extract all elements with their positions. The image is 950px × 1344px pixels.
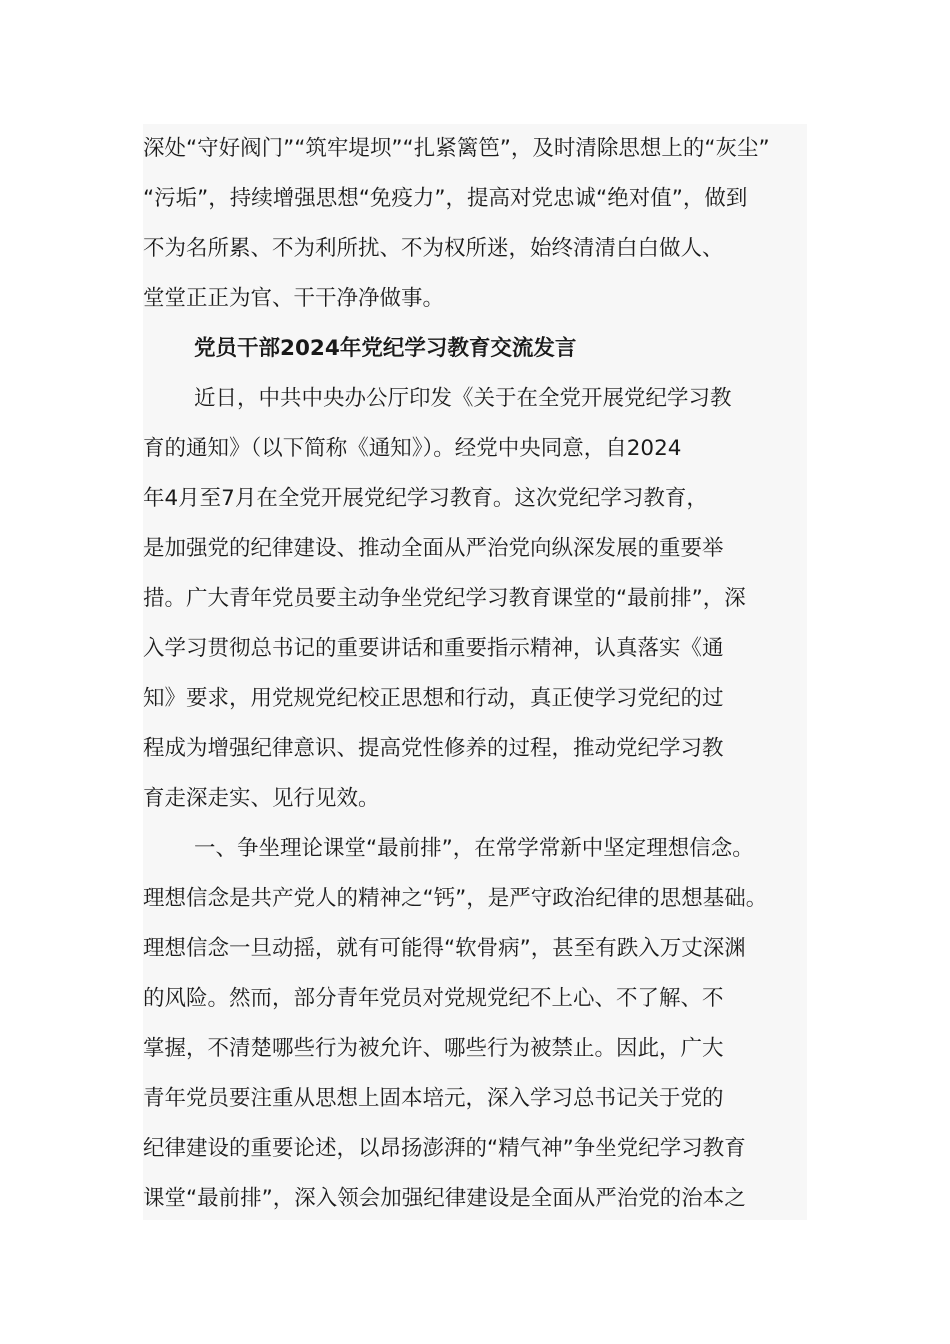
body-line: 知》要求，用党规党纪校正思想和行动，真正使学习党纪的过 [143,686,724,711]
body-line: 程成为增强纪律意识、提高党性修养的过程，推动党纪学习教 [143,736,724,761]
body-line: 青年党员要注重从思想上固本培元，深入学习总书记关于党的 [143,1086,724,1111]
body-line: “污垢”，持续增强思想“免疫力”，提高对党忠诚“绝对值”，做到 [143,186,748,211]
section-heading: 党员干部2024年党纪学习教育交流发言 [194,336,577,361]
body-line: 年4月至7月在全党开展党纪学习教育。这次党纪学习教育， [143,486,708,511]
body-line: 的风险。然而，部分青年党员对党规党纪不上心、不了解、不 [143,986,724,1011]
body-line: 育的通知》（以下简称《通知》）。经党中央同意，自2024 [143,436,682,461]
body-line: 是加强党的纪律建设、推动全面从严治党向纵深发展的重要举 [143,536,724,561]
body-line: 入学习贯彻总书记的重要讲话和重要指示精神，认真落实《通 [143,636,724,661]
body-line: 纪律建设的重要论述，以昂扬澎湃的“精气神”争坐党纪学习教育 [143,1136,746,1161]
body-line: 理想信念一旦动摇，就有可能得“软骨病”，甚至有跌入万丈深渊 [143,936,746,961]
body-line: 掌握，不清楚哪些行为被允许、哪些行为被禁止。因此，广大 [143,1036,724,1061]
body-line: 深处“守好阀门”“筑牢堤坝”“扎紧篱笆”，及时清除思想上的“灰尘” [143,136,770,161]
subsection-heading: 一、争坐理论课堂“最前排”，在常学常新中坚定理想信念。 [194,836,754,861]
body-line: 堂堂正正为官、干干净净做事。 [143,286,445,311]
body-line: 育走深走实、见行见效。 [143,786,380,811]
body-line: 近日，中共中央办公厅印发《关于在全党开展党纪学习教 [194,386,732,411]
body-line: 理想信念是共产党人的精神之“钙”，是严守政治纪律的思想基础。 [143,886,768,911]
body-line: 不为名所累、不为利所扰、不为权所迷，始终清清白白做人、 [143,236,724,261]
body-line: 措。广大青年党员要主动争坐党纪学习教育课堂的“最前排”，深 [143,586,746,611]
body-line: 课堂“最前排”，深入领会加强纪律建设是全面从严治党的治本之 [143,1186,746,1211]
document-body [143,124,807,1220]
